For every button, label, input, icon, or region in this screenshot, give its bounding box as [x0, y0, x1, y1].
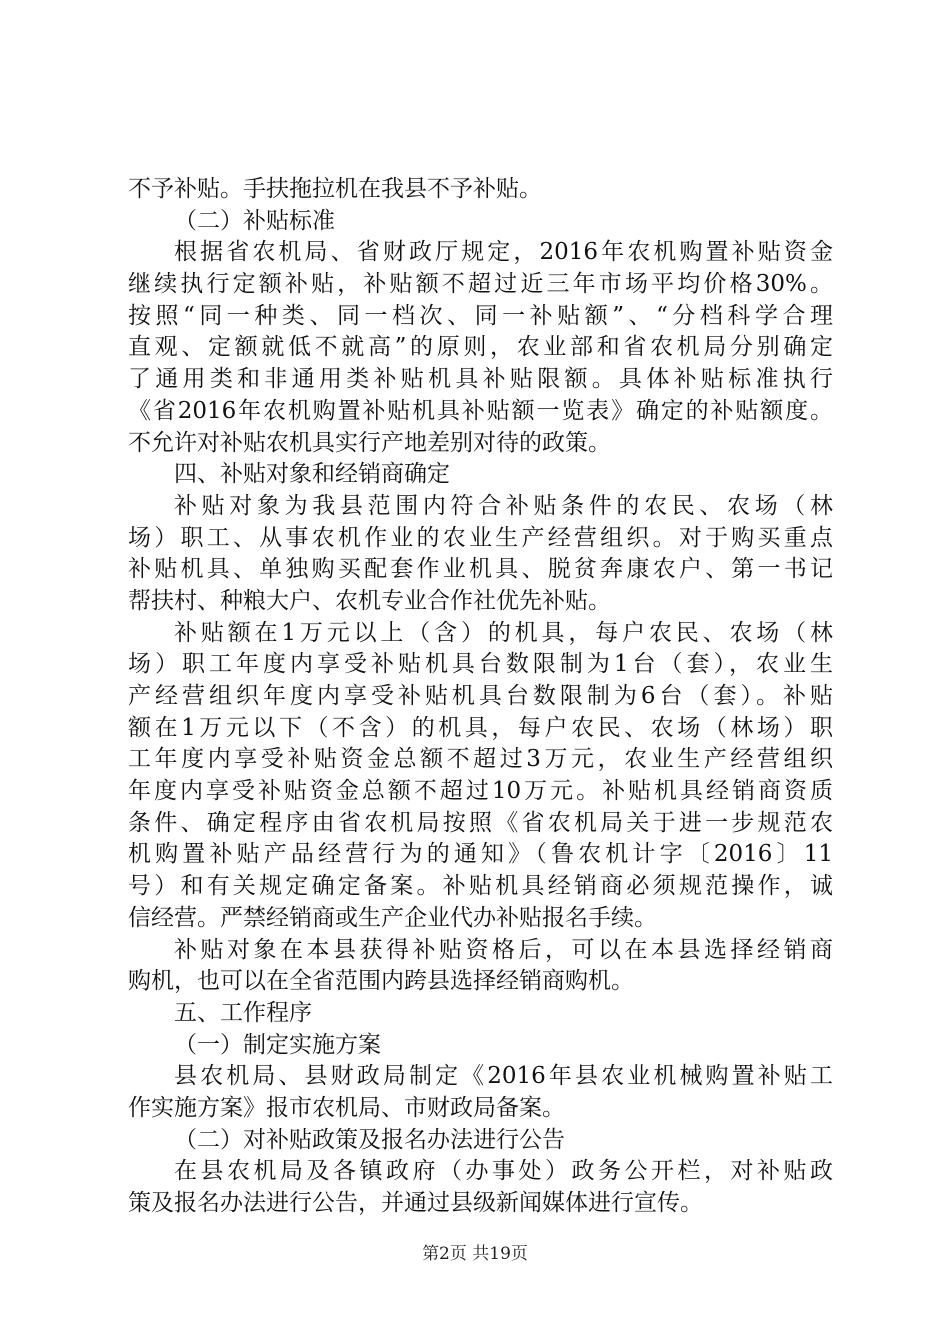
text-line: 场）职工、从事农机作业的农业生产经营组织。对于购买重点 [128, 524, 833, 551]
text-line: 信经营。严禁经销商或生产企业代办补贴报名手续。 [128, 904, 657, 931]
text-line: 补贴对象为我县范围内符合补贴条件的农民、农场（林 [174, 492, 833, 519]
text-line: 工年度内享受补贴资金总额不超过3万元，农业生产经营组织 [128, 746, 833, 773]
text-line: 继续执行定额补贴，补贴额不超过近三年市场平均价格30%。 [128, 271, 833, 298]
text-line: 额在1万元以下（不含）的机具，每户农民、农场（林场）职 [128, 714, 833, 741]
section-heading: （二）对补贴政策及报名办法进行公告 [174, 1126, 565, 1153]
text-line: 补贴额在1万元以上（含）的机具，每户农民、农场（林 [174, 619, 833, 646]
page-footer: 第2页 共19页 [422, 1244, 528, 1264]
text-line: 帮扶村、种粮大户、农机专业合作社优先补贴。 [128, 587, 611, 614]
text-line: 在县农机局及各镇政府（办事处）政务公开栏，对补贴政 [174, 1158, 833, 1185]
document-body [128, 174, 833, 1220]
text-line: 购机，也可以在全省范围内跨县选择经销商购机。 [128, 968, 634, 995]
text-line: 不允许对补贴农机具实行产地差别对待的政策。 [128, 429, 611, 456]
text-line: 了通用类和非通用类补贴机具补贴限额。具体补贴标准执行 [128, 366, 833, 393]
text-line: 不予补贴。手扶拖拉机在我县不予补贴。 [128, 176, 542, 202]
text-line: 场）职工年度内享受补贴机具台数限制为1台（套），农业生 [128, 651, 833, 678]
text-line: 《省2016年农机购置补贴机具补贴额一览表》确定的补贴额度。 [128, 397, 833, 424]
text-line: 补贴机具、单独购买配套作业机具、脱贫奔康农户、第一书记 [128, 556, 833, 583]
text-line: 产经营组织年度内享受补贴机具台数限制为6台（套）。补贴 [128, 683, 833, 709]
text-line: 年度内享受补贴资金总额不超过10万元。补贴机具经销商资质 [128, 778, 833, 805]
text-line: 直观、定额就低不就高”的原则，农业部和省农机局分别确定 [128, 334, 833, 361]
text-line: 根据省农机局、省财政厅规定，2016年农机购置补贴资金 [174, 239, 833, 266]
section-heading: 四、补贴对象和经销商确定 [174, 461, 450, 488]
text-line: 县农机局、县财政局制定《2016年县农业机械购置补贴工 [174, 1063, 833, 1090]
text-line: 机购置补贴产品经营行为的通知》（鲁农机计字〔2016〕11 [128, 841, 833, 868]
section-heading: （一）制定实施方案 [174, 1031, 381, 1058]
text-line: 策及报名办法进行公告，并通过县级新闻媒体进行宣传。 [128, 1190, 703, 1216]
text-line: 作实施方案》报市农机局、市财政局备案。 [128, 1094, 565, 1121]
text-line: 号）和有关规定确定备案。补贴机具经销商必须规范操作，诚 [128, 873, 833, 900]
section-heading: （二）补贴标准 [174, 207, 335, 234]
section-heading: 五、工作程序 [174, 999, 312, 1026]
text-line: 条件、确定程序由省农机局按照《省农机局关于进一步规范农 [128, 809, 833, 836]
text-line: 按照“同一种类、同一档次、同一补贴额”、“分档科学合理 [128, 302, 833, 329]
text-line: 补贴对象在本县获得补贴资格后，可以在本县选择经销商 [174, 936, 833, 963]
